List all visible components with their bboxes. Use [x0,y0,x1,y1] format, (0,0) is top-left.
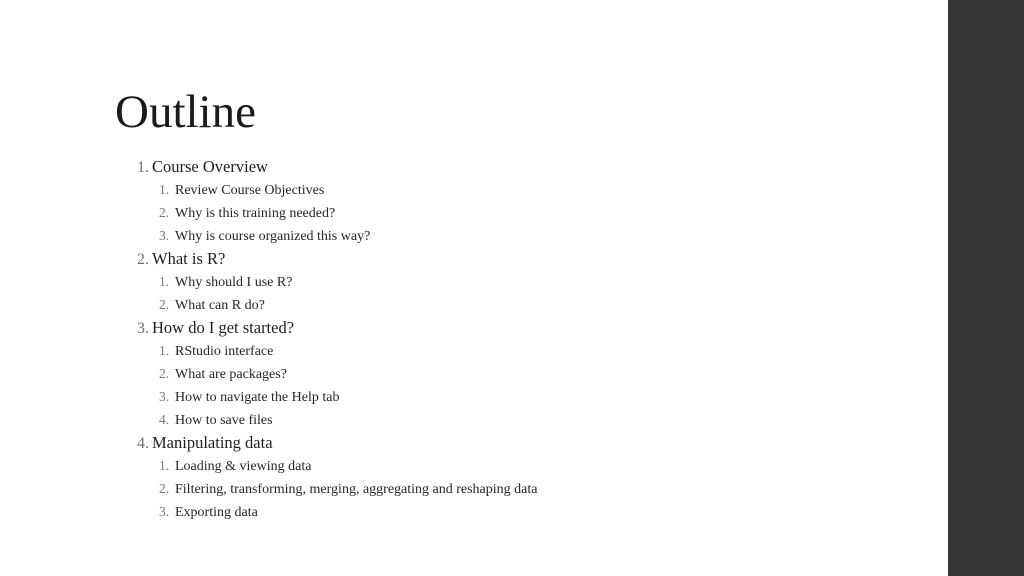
section-what-is-r [137,247,917,270]
outline-list [137,155,917,523]
item-number: 2. [159,481,170,496]
item-number: 2. [159,205,170,220]
item-number: 2. [159,297,170,312]
item-number: 4. [159,412,170,427]
list-item [137,385,917,408]
item-label: Loading & viewing data [175,459,312,474]
item-label: Exporting data [175,505,258,520]
list-item [137,500,917,523]
section-manipulating-data [137,431,917,454]
item-label: Review Course Objectives [175,183,325,198]
section-course-overview [137,155,917,178]
item-number: 1. [159,343,170,358]
item-number: 1. [159,458,170,473]
section-number: 1. [137,159,149,176]
item-label: What can R do? [175,298,265,313]
item-label: What are packages? [175,367,287,382]
list-item [137,454,917,477]
section-number: 3. [137,320,149,337]
item-label: Why should I use R? [175,275,293,290]
section-label: How do I get started? [152,318,295,337]
item-number: 3. [159,504,170,519]
item-label: RStudio interface [175,344,274,359]
item-number: 2. [159,366,170,381]
item-number: 3. [159,228,170,243]
section-number: 4. [137,435,149,452]
item-label: Why is this training needed? [175,206,336,221]
item-label: Filtering, transforming, merging, aggregating and reshaping data [175,482,538,497]
item-label: How to navigate the Help tab [175,390,340,405]
list-item [137,362,917,385]
section-number: 2. [137,251,149,268]
list-item [137,293,917,316]
slide-title: Outline [115,86,256,138]
section-label: What is R? [152,249,226,268]
section-how-do-i-get-started [137,316,917,339]
list-item [137,201,917,224]
list-item [137,224,917,247]
item-label: How to save files [175,413,273,428]
item-label: Why is course organized this way? [175,229,371,244]
item-number: 1. [159,182,170,197]
item-number: 1. [159,274,170,289]
decorative-side-bar [948,0,1024,576]
list-item [137,408,917,431]
section-label: Manipulating data [152,433,273,452]
item-number: 3. [159,389,170,404]
list-item [137,178,917,201]
list-item [137,339,917,362]
list-item [137,270,917,293]
list-item [137,477,917,500]
section-label: Course Overview [152,157,268,176]
